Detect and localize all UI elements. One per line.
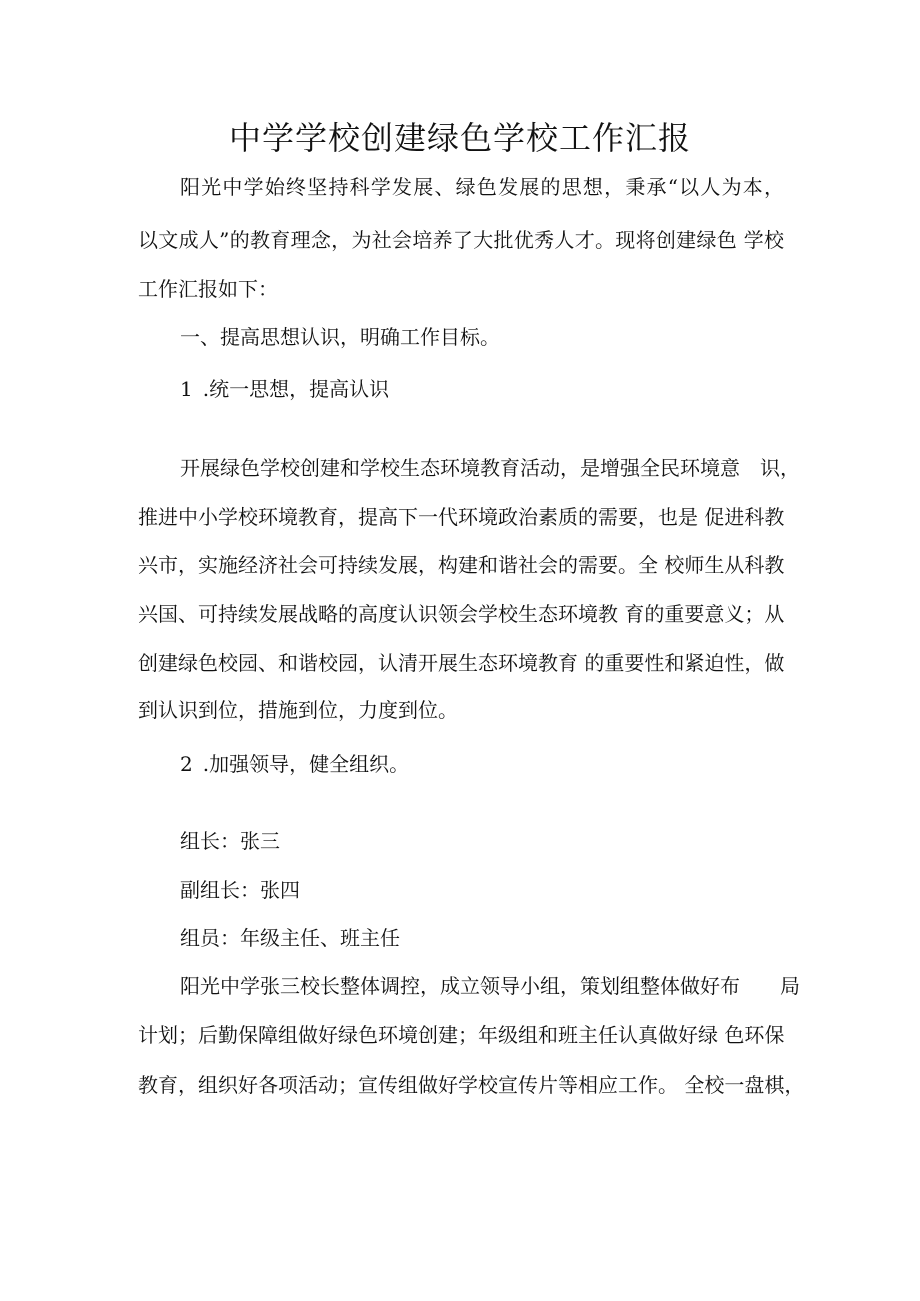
member-leader: 组长：张三	[180, 829, 280, 853]
para1-line-4: 兴国、可持续发展战略的高度认识领会学校生态环境教 育的重要意义；从	[138, 602, 785, 626]
subheading-2-number: 2	[180, 752, 193, 776]
member-staff: 组员：年级主任、班主任	[180, 926, 400, 950]
para1-line-1: 开展绿色学校创建和学校生态环境教育活动，是增强全民环境意 识，	[180, 456, 800, 480]
section1-heading: 一、提高思想认识，明确工作目标。	[180, 325, 500, 349]
intro-line-3: 工作汇报如下：	[138, 277, 278, 301]
para2-line-2: 计划；后勤保障组做好绿色环境创建；年级组和班主任认真做好绿 色环保	[138, 1023, 785, 1047]
subheading-1	[180, 375, 389, 403]
para2-line-1: 阳光中学张三校长整体调控，成立领导小组，策划组整体做好布 局	[180, 974, 800, 998]
subheading-2	[180, 750, 409, 778]
subheading-1-text: .统一思想，提高认识	[202, 377, 390, 401]
document-title: 中学学校创建绿色学校工作汇报	[228, 119, 691, 157]
subheading-1-number: 1	[180, 377, 193, 401]
intro-line-2: 以文成人”的教育理念，为社会培养了大批优秀人才。现将创建绿色 学校	[138, 228, 784, 252]
para1-line-3: 兴市，实施经济社会可持续发展，构建和谐社会的需要。全 校师生从科教	[138, 553, 785, 577]
intro-line-1: 阳光中学始终坚持科学发展、绿色发展的思想，秉承“以人为本，	[180, 175, 784, 199]
para1-line-5: 创建绿色校园、和谐校园，认清开展生态环境教育 的重要性和紧迫性，做	[138, 651, 785, 675]
member-deputy: 副组长：张四	[180, 878, 300, 902]
para1-line-6: 到认识到位，措施到位，力度到位。	[138, 698, 458, 722]
subheading-2-text: .加强领导，健全组织。	[202, 752, 410, 776]
para2-line-3: 教育，组织好各项活动；宣传组做好学校宣传片等相应工作。 全校一盘棋，	[138, 1073, 805, 1097]
para1-line-2: 推进中小学校环境教育，提高下一代环境政治素质的需要，也是 促进科教	[138, 505, 785, 529]
